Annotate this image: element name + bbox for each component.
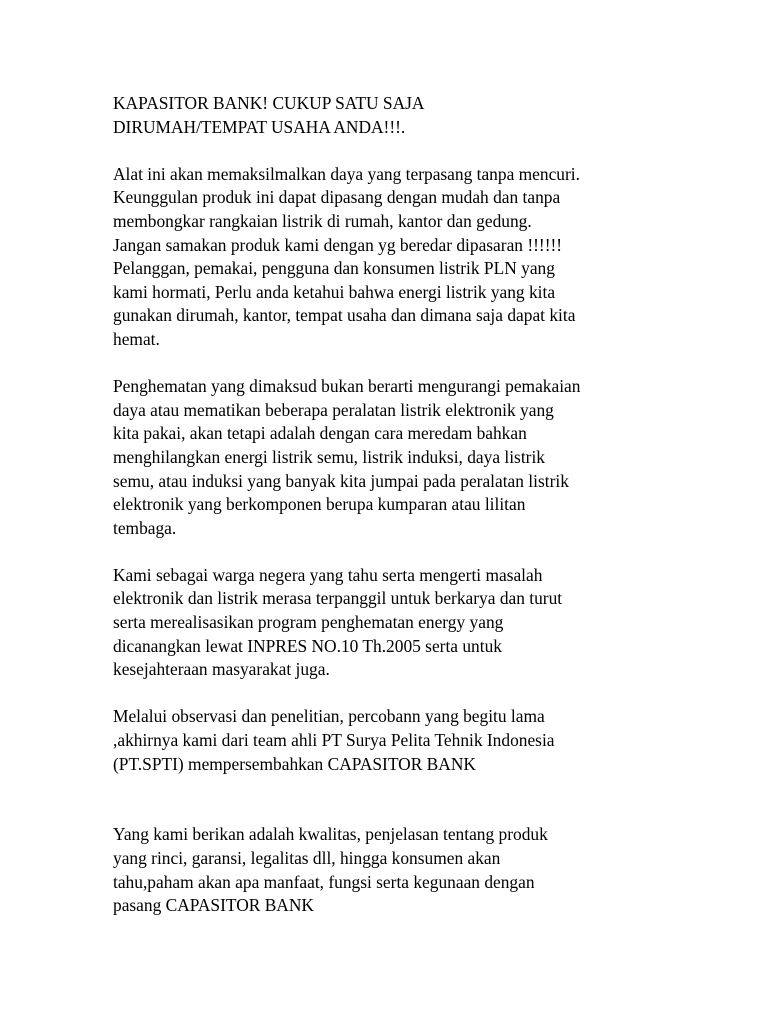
paragraph-line: kita pakai, akan tetapi adalah dengan cara meredam bahkan [113,423,527,444]
paragraph-line: kami hormati, Perlu anda ketahui bahwa energi listrik yang kita [113,281,556,302]
paragraph-line: menghilangkan energi listrik semu, listrik induksi, daya listrik [113,446,545,467]
paragraph-line: Jangan samakan produk kami dengan yg beredar dipasaran !!!!!! [113,234,563,255]
paragraph-spacer [113,352,673,376]
paragraph-line: Alat ini akan memaksilmalkan daya yang terpasang tanpa mencuri. [113,163,580,184]
paragraph-spacer [113,682,673,706]
paragraph-3 [113,564,673,682]
paragraph-line: serta merealisasikan program penghematan energy yang [113,612,504,633]
document-title [113,92,673,139]
paragraph-line: Penghematan yang dimaksud bukan berarti mengurangi pemakaian [113,376,581,397]
paragraph-spacer [113,776,673,823]
paragraph-1 [113,163,673,352]
paragraph-line: semu, atau induksi yang banyak kita jumpai pada peralatan listrik [113,470,569,491]
paragraph-line: elektronik dan listrik merasa terpanggil untuk berkarya dan turut [113,588,563,609]
paragraph-line: tahu,paham akan apa manfaat, fungsi serta kegunaan dengan [113,871,535,892]
paragraph-line: elektronik yang berkomponen berupa kumparan atau lilitan [113,494,526,515]
paragraph-line: daya atau mematikan beberapa peralatan listrik elektronik yang [113,399,554,420]
document-body [113,92,673,918]
paragraph-line: Keunggulan produk ini dapat dipasang dengan mudah dan tanpa [113,187,561,208]
paragraph-2 [113,375,673,540]
paragraph-line: kesejahteraan masyarakat juga. [113,659,330,680]
paragraph-spacer [113,139,673,163]
title-line: DIRUMAH/TEMPAT USAHA ANDA!!!. [113,116,406,137]
paragraph-line: membongkar rangkaian listrik di rumah, kantor dan gedung. [113,210,532,231]
paragraph-4 [113,705,673,776]
paragraph-spacer [113,540,673,564]
paragraph-line: Kami sebagai warga negera yang tahu serta mengerti masalah [113,564,543,585]
paragraph-line: Yang kami berikan adalah kwalitas, penjelasan tentang produk [113,824,548,845]
title-line: KAPASITOR BANK! CUKUP SATU SAJA [113,93,425,113]
paragraph-line: yang rinci, garansi, legalitas dll, hingga konsumen akan [113,848,501,868]
paragraph-line: gunakan dirumah, kantor, tempat usaha dan dimana saja dapat kita [113,305,576,326]
paragraph-line: dicanangkan lewat INPRES NO.10 Th.2005 serta untuk [113,635,502,656]
paragraph-line: Melalui observasi dan penelitian, percobann yang begitu lama [113,706,545,727]
paragraph-line: pasang CAPASITOR BANK [113,895,314,916]
paragraph-line: Pelanggan, pemakai, pengguna dan konsumen listrik PLN yang [113,258,555,279]
paragraph-line: tembaga. [113,517,177,538]
paragraph-line: ,akhirnya kami dari team ahli PT Surya Pelita Tehnik Indonesia [113,730,555,751]
paragraph-line: (PT.SPTI) mempersembahkan CAPASITOR BANK [113,753,476,774]
paragraph-line: hemat. [113,328,160,349]
paragraph-5 [113,823,673,917]
